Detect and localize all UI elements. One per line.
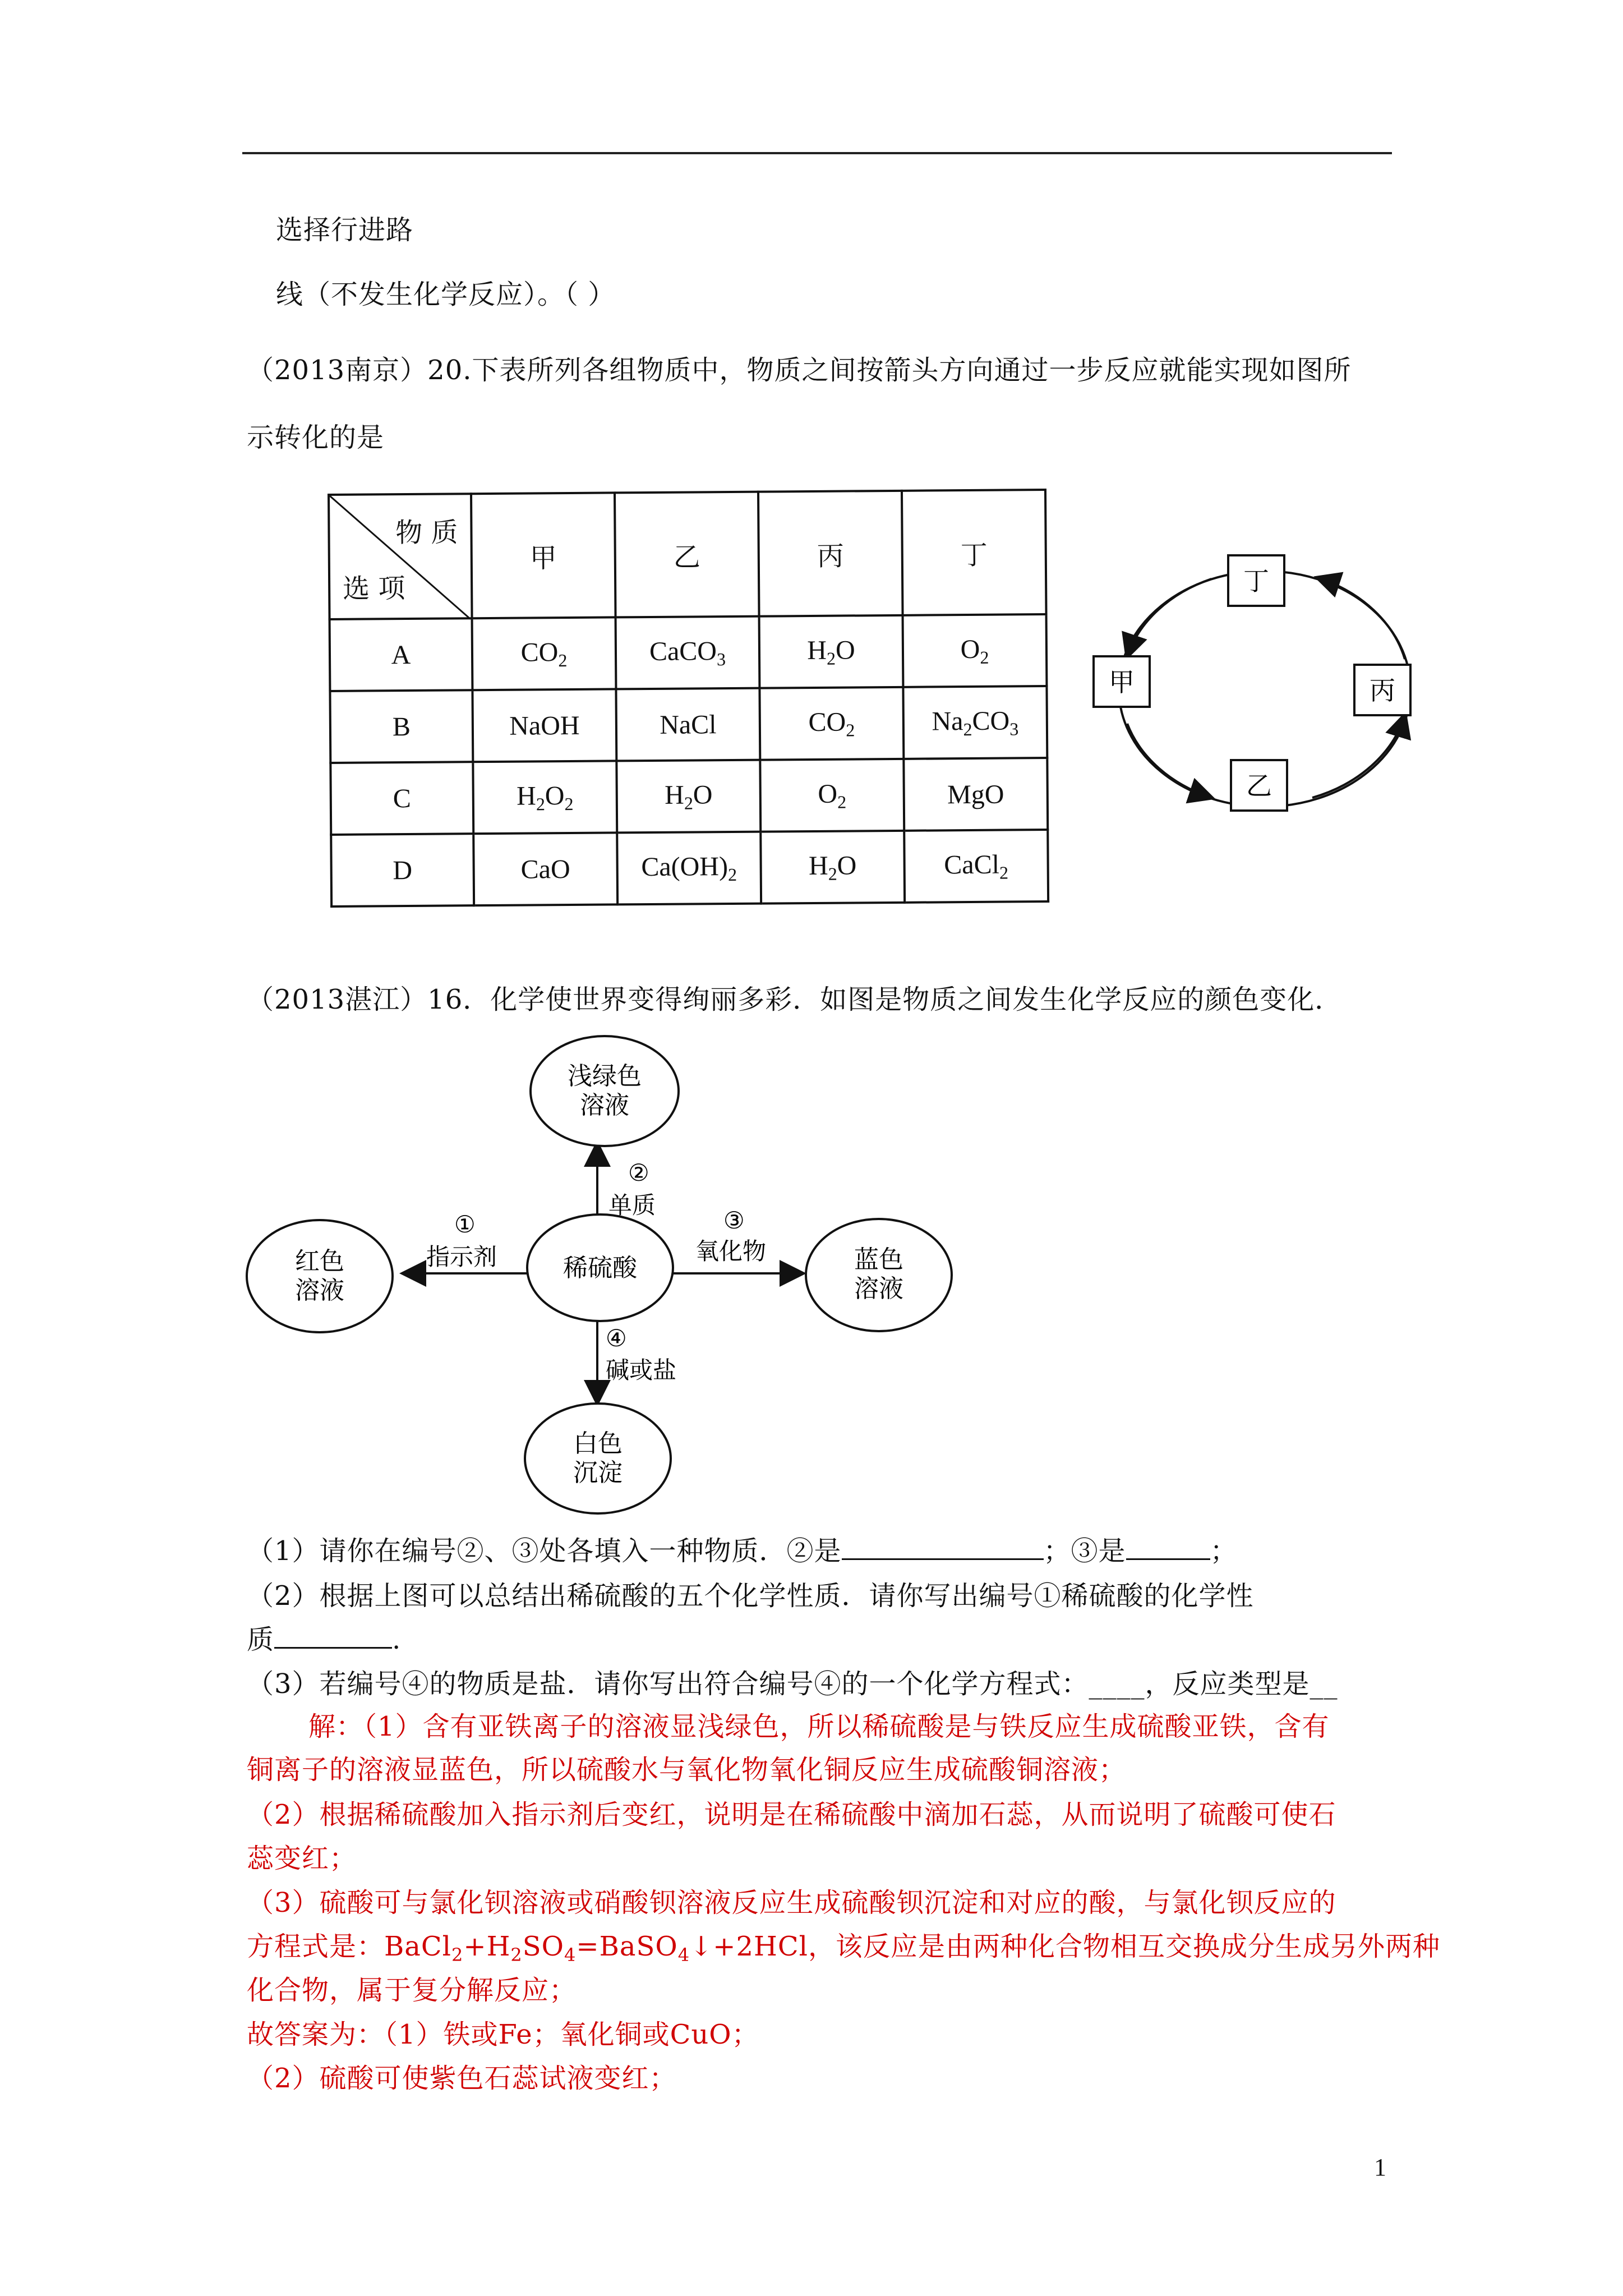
label-simple-substance: 单质 [608, 1191, 656, 1219]
eq-sub-2a: 2 [451, 1944, 464, 1966]
node-yi-label: 乙 [1246, 771, 1272, 801]
table-row [330, 686, 1047, 763]
table-row [331, 830, 1048, 907]
col-header-yi: 乙 [615, 492, 759, 618]
solution-line-1: 解：（1）含有亚铁离子的溶液显浅绿色，所以稀硫酸是与铁反应生成硫酸亚铁，含有 [308, 1711, 1330, 1742]
label-oxide: 氧化物 [695, 1237, 767, 1265]
formula-cell: NaOH [472, 689, 616, 762]
sub1-text-a: （1）请你在编号②、③处各填入一种物质．②是 [247, 1535, 842, 1567]
eq-sub-2b: 2 [510, 1944, 523, 1966]
blank-1[interactable] [274, 1625, 392, 1649]
eq-part-a: 方程式是：BaCl [247, 1931, 451, 1962]
formula-cell: $Na_2CO_3$ [903, 686, 1047, 759]
option-cell: A [330, 618, 473, 691]
sub1-text-b: ；③是 [1043, 1535, 1126, 1567]
formula-cell: NaCl [616, 688, 760, 761]
solution-line-7: 化合物，属于复分解反应； [247, 1975, 577, 2006]
formula-cell: MgO [903, 758, 1048, 831]
header-substance: 物 质 [395, 517, 458, 549]
right-node-line-1: 蓝色 [854, 1245, 903, 1274]
formula-cell: $CO_2$ [759, 687, 903, 760]
top-node-line-2: 溶液 [580, 1091, 629, 1120]
eq-part-c: SO [522, 1931, 565, 1962]
eq-sub-4a: 4 [564, 1944, 577, 1966]
left-node-line-2: 溶液 [295, 1276, 344, 1305]
bottom-node-line-1: 白色 [573, 1429, 623, 1458]
q20-options-table [328, 489, 1049, 908]
solution-line-8: 故答案为：（1）铁或Fe；氧化铜或CuO； [247, 2019, 759, 2050]
sub2-text-b: 质 [247, 1624, 275, 1655]
left-node-line-1: 红色 [295, 1247, 344, 1276]
eq-part-d: =BaSO [576, 1931, 678, 1962]
center-node-label: 稀硫酸 [563, 1254, 637, 1282]
sulfuric-acid-diagram [241, 1027, 970, 1520]
formula-cell: $O_2$ [903, 614, 1047, 687]
header-rule [242, 152, 1392, 154]
q20-prompt-line-1: （2013南京）20.下表所列各组物质中，物质之间按箭头方向通过一步反应就能实现如图所 [247, 355, 1352, 386]
formula-cell: CaCO$_3$ [616, 616, 760, 689]
option-cell: C [330, 762, 473, 835]
solution-line-3: （2）根据稀硫酸加入指示剂后变红，说明是在稀硫酸中滴加石蕊，从而说明了硫酸可使石 [247, 1799, 1336, 1830]
eq-sub-4b: 4 [677, 1944, 690, 1966]
col-header-ding: 丁 [902, 490, 1046, 615]
eq-part-b: +H [463, 1931, 511, 1962]
q16-sub3: （3）若编号④的物质是盐．请你写出符合编号④的一个化学方程式：____，反应类型是__ [247, 1668, 1338, 1700]
label-4-number: ④ [606, 1324, 627, 1352]
formula-cell: $CO_2$ [472, 617, 616, 690]
intro-line-1: 选择行进路 [276, 214, 414, 246]
solution-line-4: 蕊变红； [247, 1843, 357, 1874]
top-node-line-1: 浅绿色 [568, 1062, 642, 1091]
formula-cell: $H_2O$ [616, 760, 760, 833]
formula-cell: $O_2$ [760, 759, 904, 832]
q16-sub2-line-2 [247, 1623, 401, 1657]
q20-prompt-line-2: 示转化的是 [247, 422, 385, 453]
col-header-bing: 丙 [758, 491, 903, 616]
formula-cell: CaCl$_2$ [904, 830, 1048, 903]
q16-sub1 [247, 1534, 1238, 1568]
eq-part-e: ↓+2HCl，该反应是由两种化合物相互交换成分生成另外两种 [690, 1931, 1440, 1962]
sub1-text-c: ； [1210, 1535, 1238, 1567]
col-header-jia: 甲 [471, 493, 616, 618]
header-option: 选 项 [342, 573, 405, 605]
right-node-line-2: 溶液 [854, 1274, 903, 1303]
solution-line-2: 铜离子的溶液显蓝色，所以硫酸水与氧化物氧化铜反应生成硫酸铜溶液； [247, 1754, 1127, 1786]
label-2-number: ② [628, 1159, 649, 1186]
option-cell: B [330, 690, 473, 763]
node-jia-label: 甲 [1109, 667, 1135, 697]
solution-line-5: （3）硫酸可与氯化钡溶液或硝酸钡溶液反应生成硫酸钡沉淀和对应的酸，与氯化钡反应的 [247, 1887, 1336, 1918]
formula-cell: $H_2O_2$ [473, 761, 617, 834]
label-indicator: 指示剂 [426, 1243, 497, 1271]
table-row [330, 758, 1048, 835]
formula-cell: $H_2O$ [759, 615, 903, 688]
solution-line-9: （2）硫酸可使紫色石蕊试液变红； [247, 2063, 677, 2094]
solution-line-6 [247, 1930, 1440, 1972]
label-base-or-salt: 碱或盐 [606, 1356, 677, 1384]
formula-cell: CaO [473, 832, 617, 905]
node-ding-label: 丁 [1243, 566, 1269, 596]
label-3-number: ③ [723, 1207, 745, 1234]
intro-line-2: 线（不发生化学反应）。（ ） [276, 279, 616, 310]
formula-cell: $Ca(OH)_2$ [617, 832, 761, 905]
label-1-number: ① [454, 1211, 476, 1238]
cycle-diagram [1082, 539, 1430, 819]
blank-2[interactable] [842, 1536, 1044, 1560]
q16-prompt: （2013湛江）16．化学使世界变得绚丽多彩．如图是物质之间发生化学反应的颜色变化． [247, 984, 1343, 1015]
node-bing-label: 丙 [1370, 675, 1395, 706]
bottom-node-line-2: 沉淀 [573, 1458, 623, 1487]
sub2-text-c: . [392, 1624, 402, 1655]
blank-3[interactable] [1126, 1536, 1210, 1560]
q16-sub2-line-1: （2）根据上图可以总结出稀硫酸的五个化学性质．请你写出编号①稀硫酸的化学性 [247, 1580, 1254, 1612]
table-corner-header [329, 494, 472, 619]
table-row [330, 614, 1047, 691]
option-cell: D [331, 834, 474, 907]
formula-cell: $H_2O$ [760, 831, 905, 904]
page-number: 1 [1374, 2154, 1386, 2181]
